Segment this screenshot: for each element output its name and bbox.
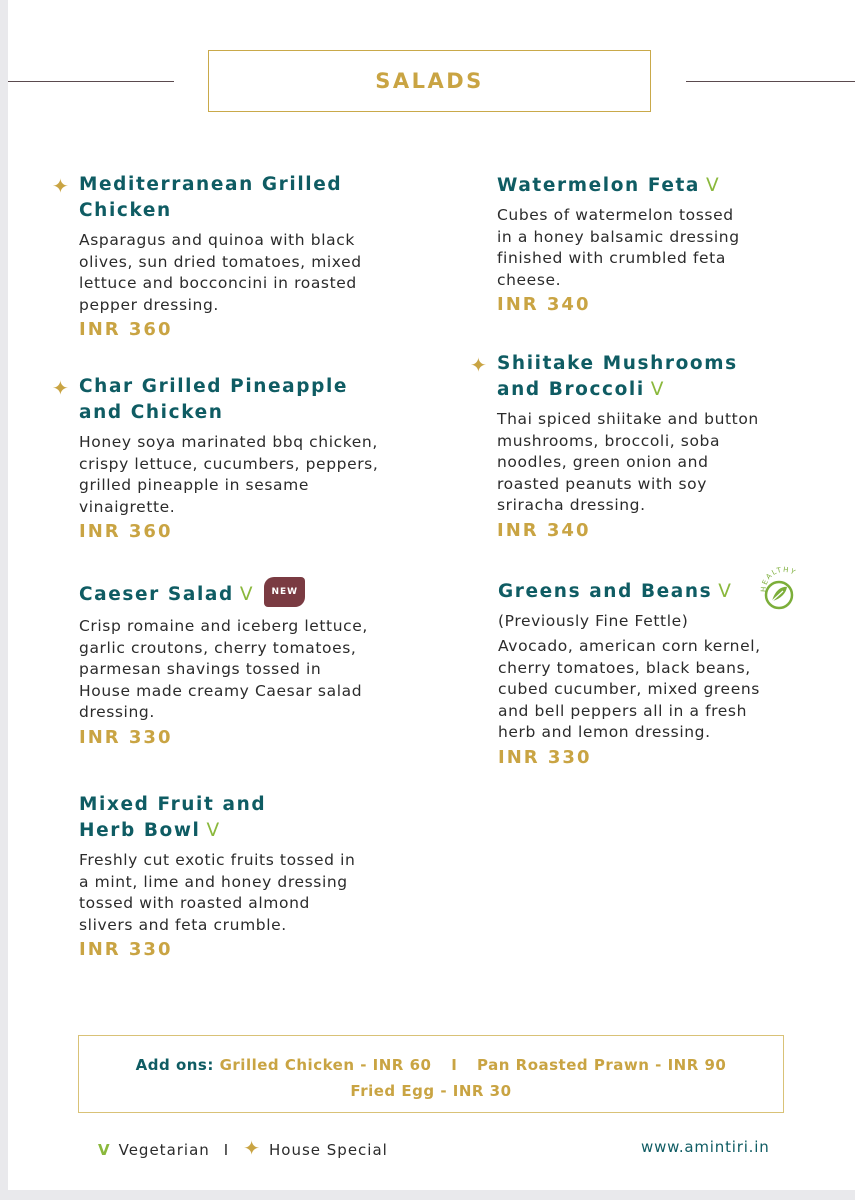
menu-item-watermelon bbox=[497, 173, 817, 317]
addon-grilled-chicken: Grilled Chicken - INR 60 bbox=[219, 1056, 432, 1074]
legend-separator: I bbox=[223, 1141, 230, 1159]
item-description: Honey soya marinated bbq chicken, crispy lettuce, cucumbers, peppers, grilled pineapple in sesame vinaigrette. bbox=[79, 433, 379, 516]
svg-text:HEALTHY: HEALTHY bbox=[759, 566, 798, 593]
addon-pan-roasted-prawn: Pan Roasted Prawn - INR 90 bbox=[477, 1056, 727, 1074]
addon-fried-egg: Fried Egg - INR 30 bbox=[350, 1082, 512, 1100]
item-description: Thai spiced shiitake and button mushrooms, broccoli, soba noodles, green onion and roasted peanuts with soy sriracha dressing. bbox=[497, 410, 759, 514]
item-price: INR 330 bbox=[498, 746, 592, 768]
item-description: Asparagus and quinoa with black olives, sun dried tomatoes, mixed lettuce and bocconcini in roasted pepper dressing. bbox=[79, 231, 362, 314]
menu-item-mixed-fruit bbox=[79, 792, 379, 962]
item-price: INR 340 bbox=[497, 519, 591, 541]
item-price: INR 340 bbox=[497, 294, 591, 315]
house-special-icon: ✦ bbox=[52, 376, 69, 400]
vegetarian-icon: V bbox=[206, 820, 220, 841]
vegetarian-icon: V bbox=[718, 581, 731, 602]
addons-label: Add ons: bbox=[135, 1056, 214, 1074]
healthy-badge-icon bbox=[758, 566, 808, 612]
item-price: INR 330 bbox=[79, 939, 173, 960]
menu-item-shiitake bbox=[470, 351, 787, 543]
item-name-row bbox=[497, 351, 747, 403]
item-description: Freshly cut exotic fruits tossed in a mint, lime and honey dressing tossed with roasted almond slivers and feta crumble. bbox=[79, 851, 356, 934]
house-special-icon: ✦ bbox=[52, 174, 69, 198]
item-price: INR 330 bbox=[79, 726, 173, 748]
menu-item-mediterranean bbox=[52, 172, 399, 342]
house-special-icon: ✦ bbox=[243, 1136, 261, 1160]
item-name: Caeser Salad bbox=[79, 584, 234, 605]
header-rule-left bbox=[8, 81, 174, 82]
item-name-row bbox=[497, 173, 817, 199]
item-name: Watermelon Feta bbox=[497, 175, 700, 196]
website-link[interactable]: www.amintiri.in bbox=[641, 1138, 770, 1156]
item-price: INR 360 bbox=[79, 319, 173, 340]
menu-item-caeser bbox=[79, 580, 419, 750]
item-subtitle: (Previously Fine Fettle) bbox=[498, 612, 689, 630]
item-name: Shiitake Mushrooms and Broccoli bbox=[497, 353, 738, 400]
legend-vegetarian-label: Vegetarian bbox=[118, 1141, 210, 1159]
section-title-box bbox=[208, 50, 651, 112]
vegetarian-icon: V bbox=[706, 175, 719, 196]
item-name-row bbox=[79, 580, 419, 610]
item-name: Mediterranean Grilled Chicken bbox=[79, 174, 343, 221]
legend bbox=[98, 1136, 388, 1160]
item-name: Char Grilled Pineapple and Chicken bbox=[79, 376, 349, 423]
item-name-row bbox=[79, 792, 309, 844]
item-name: Greens and Beans bbox=[498, 581, 713, 602]
menu-item-greens-beans bbox=[498, 579, 798, 770]
item-description: Crisp romaine and iceberg lettuce, garlic croutons, cherry tomatoes, parmesan shavings tossed in House made creamy Caesar salad dressing. bbox=[79, 617, 368, 721]
house-special-icon: ✦ bbox=[470, 353, 487, 377]
menu-page bbox=[8, 0, 855, 1190]
menu-item-char-grilled bbox=[52, 374, 399, 544]
addons-box bbox=[78, 1035, 784, 1113]
item-price: INR 360 bbox=[79, 521, 173, 542]
item-name: Mixed Fruit and Herb Bowl bbox=[79, 794, 267, 841]
item-description: Avocado, american corn kernel, cherry tomatoes, black beans, cubed cucumber, mixed greens and bell peppers all in a fresh herb and lemon dressing. bbox=[498, 637, 761, 741]
new-badge: NEW bbox=[264, 577, 305, 607]
vegetarian-icon: V bbox=[98, 1141, 111, 1159]
vegetarian-icon: V bbox=[239, 584, 253, 605]
header-rule-right bbox=[686, 81, 855, 82]
section-title: SALADS bbox=[375, 69, 484, 93]
item-description: Cubes of watermelon tossed in a honey balsamic dressing finished with crumbled feta cheese. bbox=[497, 206, 740, 289]
addons-line-1 bbox=[79, 1052, 783, 1078]
vegetarian-icon: V bbox=[650, 379, 664, 400]
legend-house-special-label: House Special bbox=[269, 1141, 388, 1159]
addons-separator: I bbox=[451, 1056, 458, 1074]
item-name-row bbox=[498, 579, 798, 605]
